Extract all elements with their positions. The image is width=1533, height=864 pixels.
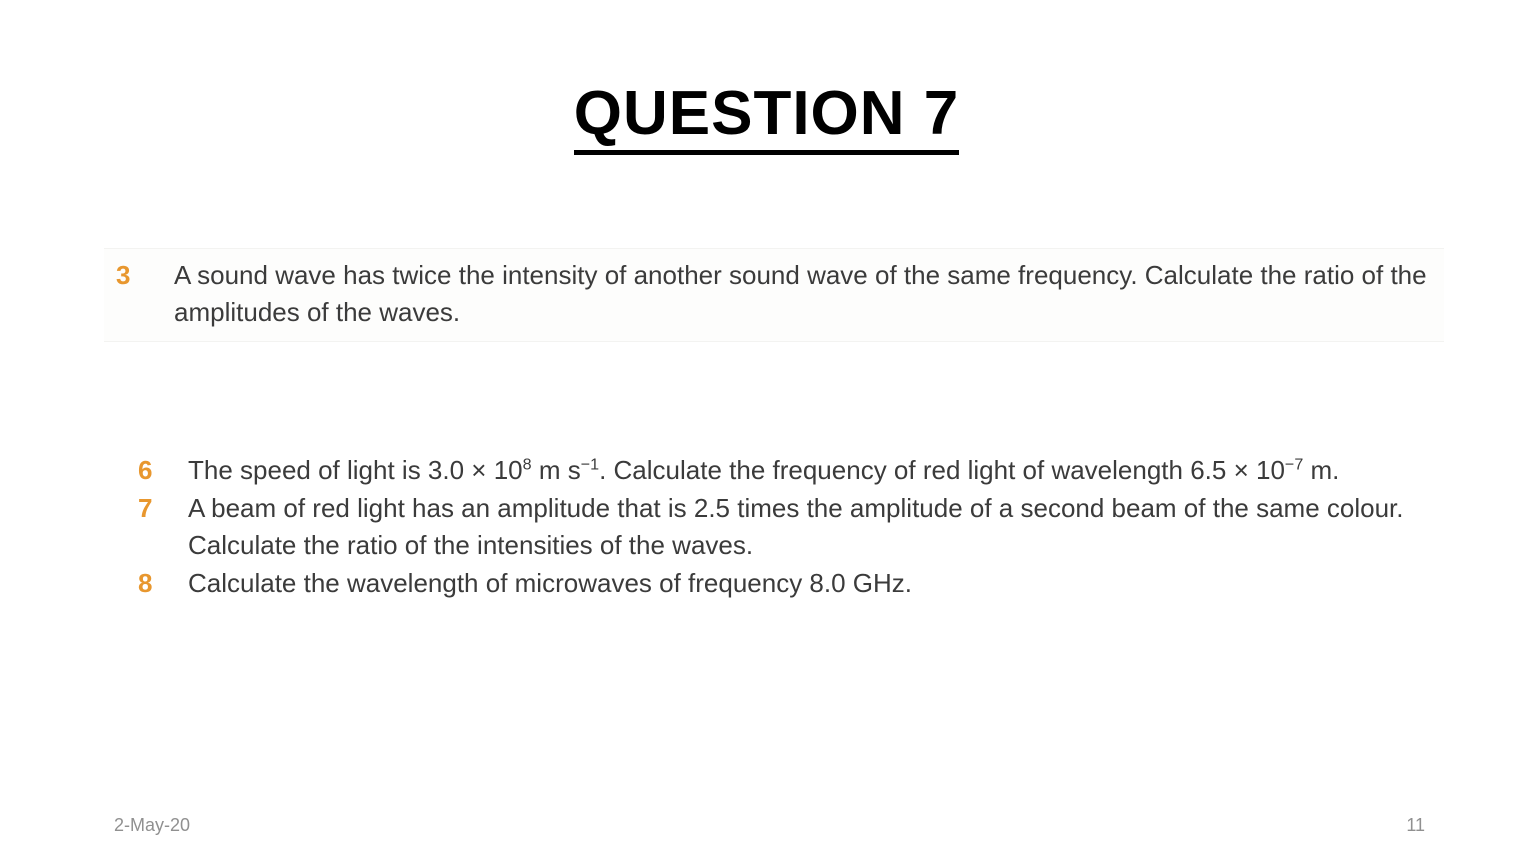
exponent-2: −1 xyxy=(580,455,600,474)
exponent-3: −7 xyxy=(1284,455,1304,474)
question-block-one xyxy=(104,248,1444,342)
footer-date: 2-May-20 xyxy=(114,815,191,835)
question-number: 6 xyxy=(138,455,153,485)
question-text-part2: m s xyxy=(531,455,581,485)
question-text: Calculate the wavelength of microwaves of frequency 8.0 GHz. xyxy=(188,567,913,598)
question-number: 8 xyxy=(138,567,153,598)
question-text-part4: m. xyxy=(1303,455,1340,485)
list-item xyxy=(128,565,1453,602)
question-text-part1: The speed of light is 3.0 × 10 xyxy=(188,455,523,485)
question-text: A sound wave has twice the intensity of another sound wave of the same frequency. Calculate the ratio of the amplitudes of the waves. xyxy=(174,260,1427,327)
question-block-two xyxy=(128,452,1453,603)
question-number: 3 xyxy=(116,260,131,290)
page-title xyxy=(0,78,1533,155)
exponent-1: 8 xyxy=(522,455,532,474)
page-title-text: QUESTION 7 xyxy=(574,81,960,155)
list-item xyxy=(104,257,1444,331)
footer-page-number: 11 xyxy=(1406,815,1425,835)
list-item xyxy=(128,452,1453,489)
question-number: 7 xyxy=(138,492,153,523)
question-text: A beam of red light has an amplitude that is 2.5 times the amplitude of a second beam of the same colour. Calculate the ratio of the intensities of the waves. xyxy=(188,492,1404,560)
question-text xyxy=(188,452,1453,489)
list-item xyxy=(128,490,1453,564)
question-text-part3: . Calculate the frequency of red light of wavelength 6.5 × 10 xyxy=(599,455,1285,485)
